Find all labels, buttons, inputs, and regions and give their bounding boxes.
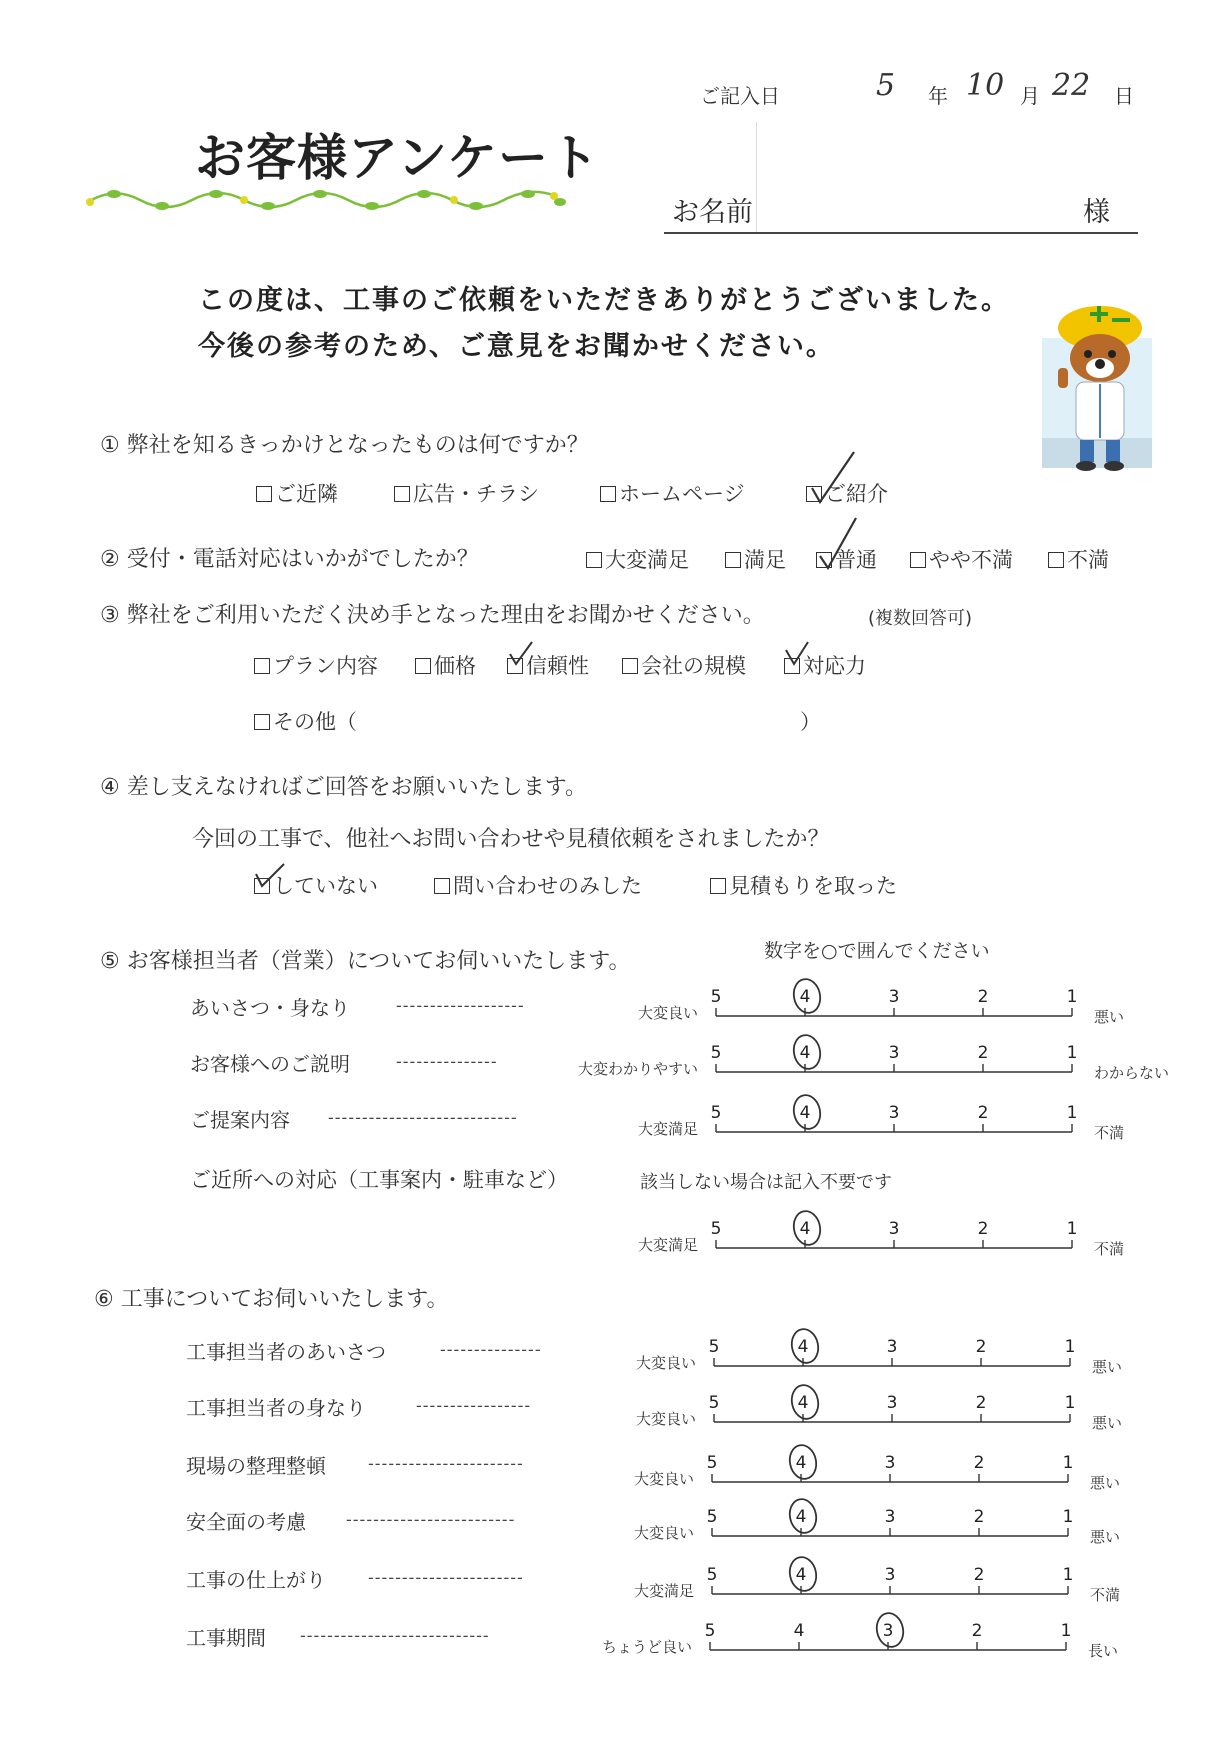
q6-item-dashes-3: -------------------------	[346, 1510, 516, 1529]
q3-option-company-size[interactable]: 会社の規模	[622, 650, 746, 680]
month-unit: 月	[1020, 84, 1040, 108]
q3-checkbox-price[interactable]	[415, 658, 431, 674]
q2-checkbox-satisfied[interactable]	[725, 552, 741, 568]
q1-text: ① 弊社を知るきっかけとなったものは何ですか？	[100, 433, 589, 458]
q2-option-satisfied[interactable]: 満足	[725, 544, 786, 574]
q3-checkbox-plan[interactable]	[254, 658, 270, 674]
q6-item-label-0: 工事担当者のあいさつ	[186, 1340, 386, 1364]
scale-number-1: 1	[1066, 1219, 1078, 1239]
q1-checkbox-neighbor[interactable]	[256, 486, 272, 502]
q1-option-homepage[interactable]: ホームページ	[600, 478, 745, 508]
q3-option-other[interactable]: その他（	[254, 706, 357, 736]
scale-right-label: 長い	[1088, 1642, 1119, 1660]
q6-item-dashes-0: ---------------	[440, 1340, 542, 1359]
scale-number-2: 2	[973, 1565, 985, 1585]
scale-number-5: 5	[708, 1337, 720, 1357]
scale-number-5: 5	[706, 1507, 718, 1527]
scale-left-label: 大変満足	[637, 1120, 698, 1138]
q3-option-plan[interactable]: プラン内容	[254, 650, 378, 680]
scale-number-3: 3	[888, 1219, 900, 1239]
q2-text: ② 受付・電話対応はいかがでしたか？	[100, 547, 479, 572]
scale-right-label: 不満	[1090, 1586, 1121, 1604]
scale-right-label: 悪い	[1090, 1474, 1121, 1492]
q5-item-label-explanation: お客様へのご説明	[190, 1052, 350, 1076]
rating-scale[interactable]	[696, 1088, 1092, 1148]
scale-number-1: 1	[1064, 1337, 1076, 1357]
scale-number-5: 5	[710, 987, 722, 1007]
greeting-line2: 今後の参考のため、ご意見をお聞かせください。	[198, 331, 835, 362]
scale-number-3: 3	[882, 1621, 894, 1641]
name-label: お名前	[672, 197, 753, 228]
scale-left-label: 大変満足	[633, 1582, 694, 1600]
scale-number-3: 3	[888, 987, 900, 1007]
scale-number-3: 3	[886, 1393, 898, 1413]
q3-check-mark-response-icon	[784, 640, 814, 670]
name-underline	[664, 232, 1138, 234]
rating-scale[interactable]	[694, 1322, 1090, 1382]
q2-option-slightly-dissatisfied[interactable]: やや不満	[910, 544, 1013, 574]
scale-number-1: 1	[1066, 1103, 1078, 1123]
scale-number-4: 4	[795, 1453, 807, 1473]
q4-checkbox-estimate[interactable]	[710, 878, 726, 894]
q4-checkbox-inquiry[interactable]	[434, 878, 450, 894]
q3-option-response[interactable]: 対応力	[784, 650, 866, 680]
scale-number-5: 5	[706, 1453, 718, 1473]
date-label: ご記入日	[700, 84, 780, 108]
rating-scale[interactable]	[692, 1492, 1088, 1552]
q5-item-label-proposal: ご提案内容	[190, 1108, 290, 1132]
q6-item-label-4: 工事の仕上がり	[186, 1568, 326, 1592]
scale-number-1: 1	[1066, 1043, 1078, 1063]
scale-right-label: 不満	[1094, 1124, 1125, 1142]
q4-option-inquiry[interactable]: 問い合わせのみした	[434, 870, 642, 900]
scale-number-1: 1	[1062, 1453, 1074, 1473]
scale-left-label: 大変良い	[635, 1410, 696, 1428]
name-field[interactable]	[756, 122, 1087, 232]
q1-checkbox-homepage[interactable]	[600, 486, 616, 502]
q5-instruction: 数字を○で囲んでください	[764, 940, 990, 962]
scale-number-3: 3	[888, 1103, 900, 1123]
q1-option-flyer[interactable]: 広告・チラシ	[394, 478, 539, 508]
scale-number-2: 2	[971, 1621, 983, 1641]
vine-decoration-icon	[84, 176, 574, 216]
q5-item-dashes-proposal: ----------------------------	[328, 1108, 518, 1127]
scale-right-label: 悪い	[1090, 1528, 1121, 1546]
q2-checkbox-dissatisfied[interactable]	[1048, 552, 1064, 568]
scale-number-1: 1	[1064, 1393, 1076, 1413]
scale-number-3: 3	[888, 1043, 900, 1063]
scale-number-2: 2	[975, 1337, 987, 1357]
scale-left-label: 大変良い	[635, 1354, 696, 1372]
scale-number-4: 4	[797, 1393, 809, 1413]
date-day-value[interactable]: 22	[1052, 68, 1091, 103]
scale-number-5: 5	[710, 1103, 722, 1123]
q4-check-mark-icon	[254, 862, 290, 890]
scale-number-1: 1	[1066, 987, 1078, 1007]
scale-number-4: 4	[799, 987, 811, 1007]
q6-text: ⑥ 工事についてお伺いいたします。	[94, 1287, 449, 1312]
day-unit: 日	[1114, 84, 1134, 108]
scale-number-5: 5	[710, 1219, 722, 1239]
rating-scale[interactable]	[696, 972, 1092, 1032]
date-year-value[interactable]: 5	[876, 68, 896, 103]
q1-checkbox-flyer[interactable]	[394, 486, 410, 502]
q6-item-dashes-2: -----------------------	[368, 1454, 524, 1473]
scale-right-label: わからない	[1094, 1064, 1170, 1082]
q2-option-dissatisfied[interactable]: 不満	[1048, 544, 1109, 574]
scale-number-3: 3	[884, 1453, 896, 1473]
page-title: お客様アンケート	[195, 129, 600, 187]
q2-option-normal[interactable]: 普通	[816, 544, 877, 574]
scale-right-label: 不満	[1094, 1240, 1125, 1258]
q6-item-dashes-4: -----------------------	[368, 1568, 524, 1587]
scale-number-2: 2	[977, 987, 989, 1007]
name-suffix: 様	[1083, 197, 1110, 228]
scale-left-label: 大変良い	[637, 1004, 698, 1022]
scale-number-5: 5	[706, 1565, 718, 1585]
q4-text: ④ 差し支えなければご回答をお願いいたします。	[100, 775, 587, 800]
date-month-value[interactable]: 10	[966, 68, 1005, 103]
rating-scale[interactable]	[692, 1550, 1088, 1610]
q4-option-estimate[interactable]: 見積もりを取った	[710, 870, 897, 900]
q3-other-close: ）	[800, 710, 821, 734]
scale-number-1: 1	[1060, 1621, 1072, 1641]
scale-number-4: 4	[793, 1621, 805, 1641]
q5-near-label: ご近所への対応（工事案内・駐車など）	[190, 1168, 568, 1192]
rating-scale[interactable]	[696, 1028, 1092, 1088]
q3-other-input[interactable]	[372, 704, 792, 734]
q3-option-price[interactable]: 価格	[415, 650, 476, 680]
q2-checkbox-slightly-dissatisfied[interactable]	[910, 552, 926, 568]
scale-number-3: 3	[884, 1507, 896, 1527]
scale-number-2: 2	[975, 1393, 987, 1413]
scale-number-4: 4	[799, 1219, 811, 1239]
scale-number-4: 4	[795, 1507, 807, 1527]
scale-number-5: 5	[708, 1393, 720, 1413]
q3-option-reliability[interactable]: 信頼性	[507, 650, 589, 680]
rating-scale[interactable]	[692, 1438, 1088, 1498]
scale-left-label: 大変満足	[637, 1236, 698, 1254]
q5-item-dashes-explanation: ---------------	[396, 1052, 498, 1071]
scale-number-4: 4	[797, 1337, 809, 1357]
scale-left-label: 大変わかりやすい	[577, 1060, 698, 1078]
scale-number-2: 2	[977, 1219, 989, 1239]
scale-number-1: 1	[1062, 1507, 1074, 1527]
q3-checkbox-other[interactable]	[254, 714, 270, 730]
scale-number-2: 2	[977, 1103, 989, 1123]
scale-left-label: 大変良い	[633, 1524, 694, 1542]
q5-item-dashes-greeting: -------------------	[396, 996, 525, 1015]
q1-check-mark-icon	[806, 448, 866, 508]
scale-right-label: 悪い	[1094, 1008, 1125, 1026]
q2-option-very-satisfied[interactable]: 大変満足	[586, 544, 689, 574]
rating-scale[interactable]	[694, 1378, 1090, 1438]
year-unit: 年	[928, 84, 948, 108]
scale-number-3: 3	[886, 1337, 898, 1357]
q5-item-label-greeting: あいさつ・身なり	[190, 996, 350, 1020]
scale-right-label: 悪い	[1092, 1414, 1123, 1432]
q2-check-mark-icon	[816, 516, 876, 572]
q5-near-note: 該当しない場合は記入不要です	[640, 1172, 892, 1193]
greeting-line1: この度は、工事のご依頼をいただきありがとうございました。	[198, 285, 1010, 316]
scale-left-label: 大変良い	[633, 1470, 694, 1488]
scale-number-4: 4	[799, 1043, 811, 1063]
q3-note: (複数回答可)	[868, 608, 973, 629]
scale-number-4: 4	[799, 1103, 811, 1123]
scale-left-label: ちょうど良い	[601, 1638, 692, 1656]
q6-item-dashes-1: -----------------	[416, 1396, 532, 1415]
dog-mascot-icon	[1038, 298, 1158, 478]
scale-number-4: 4	[795, 1565, 807, 1585]
scale-number-5: 5	[704, 1621, 716, 1641]
scale-number-5: 5	[710, 1043, 722, 1063]
scale-number-2: 2	[973, 1453, 985, 1473]
rating-scale[interactable]	[696, 1204, 1092, 1264]
q6-item-label-1: 工事担当者の身なり	[186, 1396, 366, 1420]
q5-text: ⑤ お客様担当者（営業）についてお伺いいたします。	[100, 949, 631, 974]
q1-option-referral[interactable]: ご紹介	[806, 478, 888, 508]
q4-option-none[interactable]: していない	[254, 870, 378, 900]
scale-number-1: 1	[1062, 1565, 1074, 1585]
scale-number-2: 2	[977, 1043, 989, 1063]
q6-item-label-3: 安全面の考慮	[186, 1510, 306, 1534]
q4-sub: 今回の工事で、他社へお問い合わせや見積依頼をされましたか？	[192, 827, 830, 852]
q6-item-label-2: 現場の整理整頓	[186, 1454, 326, 1478]
scale-number-2: 2	[973, 1507, 985, 1527]
q6-item-dashes-5: ----------------------------	[300, 1626, 490, 1645]
q3-checkbox-company-size[interactable]	[622, 658, 638, 674]
q3-text: ③ 弊社をご利用いただく決め手となった理由をお聞かせください。	[100, 603, 765, 628]
scale-right-label: 悪い	[1092, 1358, 1123, 1376]
scale-number-3: 3	[884, 1565, 896, 1585]
q1-option-neighbor[interactable]: ご近隣	[256, 478, 338, 508]
q2-checkbox-very-satisfied[interactable]	[586, 552, 602, 568]
q6-item-label-5: 工事期間	[186, 1626, 266, 1650]
q3-check-mark-reliability-icon	[508, 640, 538, 670]
rating-scale[interactable]	[690, 1606, 1086, 1666]
